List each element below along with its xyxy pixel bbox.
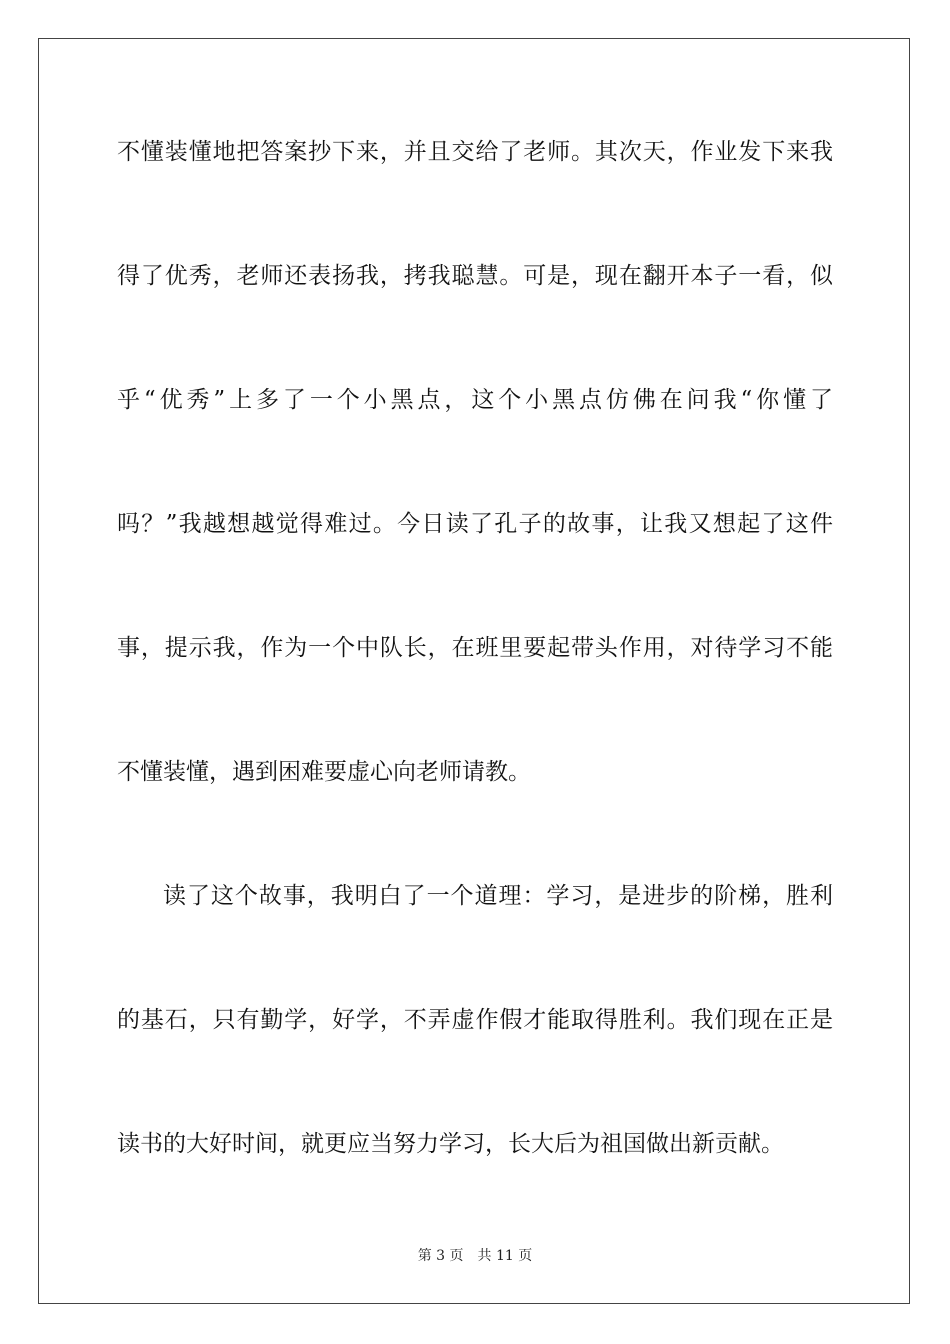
body-line-3: 乎“优秀”上多了一个小黑点，这个小黑点仿佛在问我“你懂了 [117,387,833,413]
page-total: 共 11 页 [477,1248,533,1264]
body-line-2: 得了优秀，老师还表扬我，拷我聪慧。可是，现在翻开本子一看，似 [117,263,833,289]
body-line-7-paragraph-start: 读了这个故事，我明白了一个道理：学习，是进步的阶梯，胜利 [163,883,833,909]
body-line-6: 不懂装懂，遇到困难要虚心向老师请教。 [117,759,531,785]
body-line-1: 不懂装懂地把答案抄下来，并且交给了老师。其次天，作业发下来我 [117,139,833,165]
body-line-4: 吗？”我越想越觉得难过。今日读了孔子的故事，让我又想起了这件 [117,511,833,537]
page-number: 第 3 页 [417,1248,464,1264]
body-line-9: 读书的大好时间，就更应当努力学习，长大后为祖国做出新贡献。 [117,1131,784,1157]
page-footer [0,1246,950,1266]
body-line-8: 的基石，只有勤学，好学，不弄虚作假才能取得胜利。我们现在正是 [117,1007,833,1033]
page-border [38,38,910,1304]
body-line-5: 事，提示我，作为一个中队长，在班里要起带头作用，对待学习不能 [117,635,833,661]
